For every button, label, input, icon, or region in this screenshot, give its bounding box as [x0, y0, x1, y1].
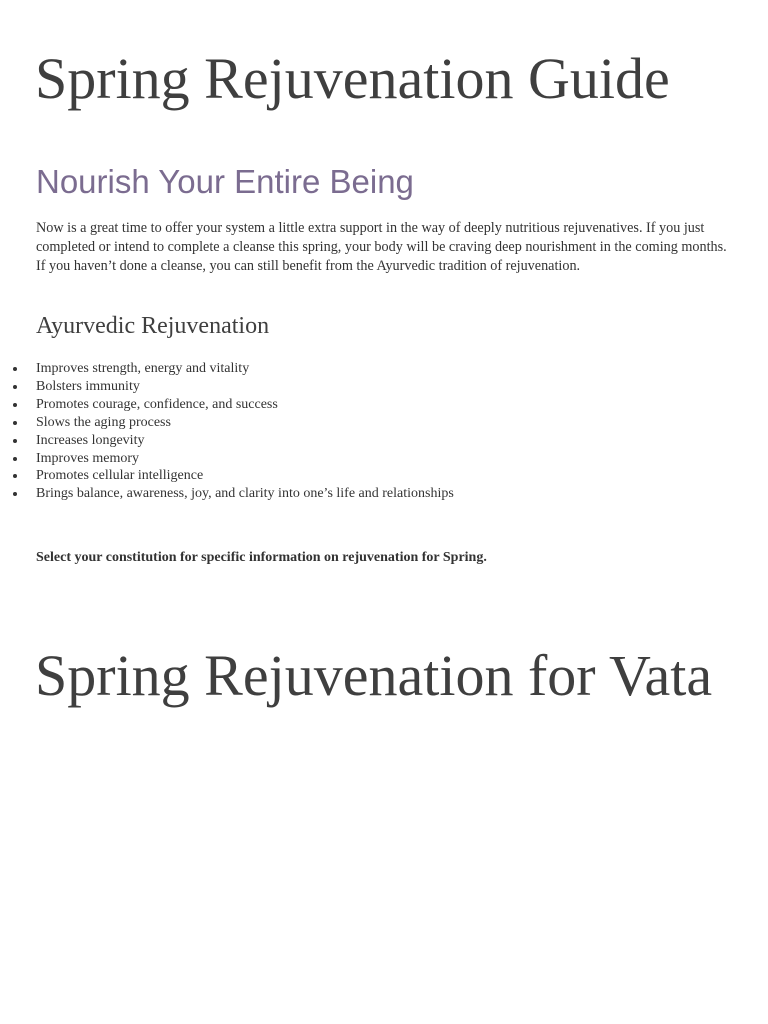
list-item: [0, 450, 454, 468]
list-item-label: Promotes cellular intelligence: [36, 468, 204, 484]
bullet-icon: [13, 385, 17, 389]
intro-paragraph: Now is a great time to offer your system a little extra support in the way of deeply nutritious rejuvenatives. If you just completed or intend to complete a cleanse this spring, your body will be craving deep nourishment in the coming months. If you haven’t done a cleanse, you can still benefit from the Ayurvedic tradition of rejuvenation.: [36, 220, 727, 274]
vata-section-title: Spring Rejuvenation for Vata: [35, 643, 713, 708]
benefits-list: [0, 360, 454, 503]
list-item: [0, 396, 454, 414]
list-item: [0, 414, 454, 432]
bullet-icon: [13, 421, 17, 425]
page-subtitle: Nourish Your Entire Being: [36, 163, 414, 200]
list-item: [0, 485, 454, 503]
page-title: Spring Rejuvenation Guide: [35, 46, 670, 111]
list-item: [0, 432, 454, 450]
bullet-icon: [13, 439, 17, 443]
list-item-label: Improves memory: [36, 450, 140, 466]
list-item-label: Brings balance, awareness, joy, and clarity into one’s life and relationships: [36, 486, 454, 502]
constitution-prompt: Select your constitution for specific information on rejuvenation for Spring.: [36, 550, 487, 565]
bullet-icon: [13, 367, 17, 371]
list-item: [0, 378, 454, 396]
list-item-label: Increases longevity: [36, 432, 145, 448]
bullet-icon: [13, 492, 17, 496]
list-item: [0, 360, 454, 378]
list-item-label: Slows the aging process: [36, 414, 171, 430]
section-heading: Ayurvedic Rejuvenation: [36, 313, 270, 339]
bullet-icon: [13, 403, 17, 407]
list-item-label: Improves strength, energy and vitality: [36, 361, 250, 376]
list-item-label: Bolsters immunity: [36, 378, 140, 394]
bullet-icon: [13, 474, 17, 478]
bullet-icon: [13, 457, 17, 461]
list-item-label: Promotes courage, confidence, and success: [36, 396, 278, 412]
list-item: [0, 467, 454, 485]
